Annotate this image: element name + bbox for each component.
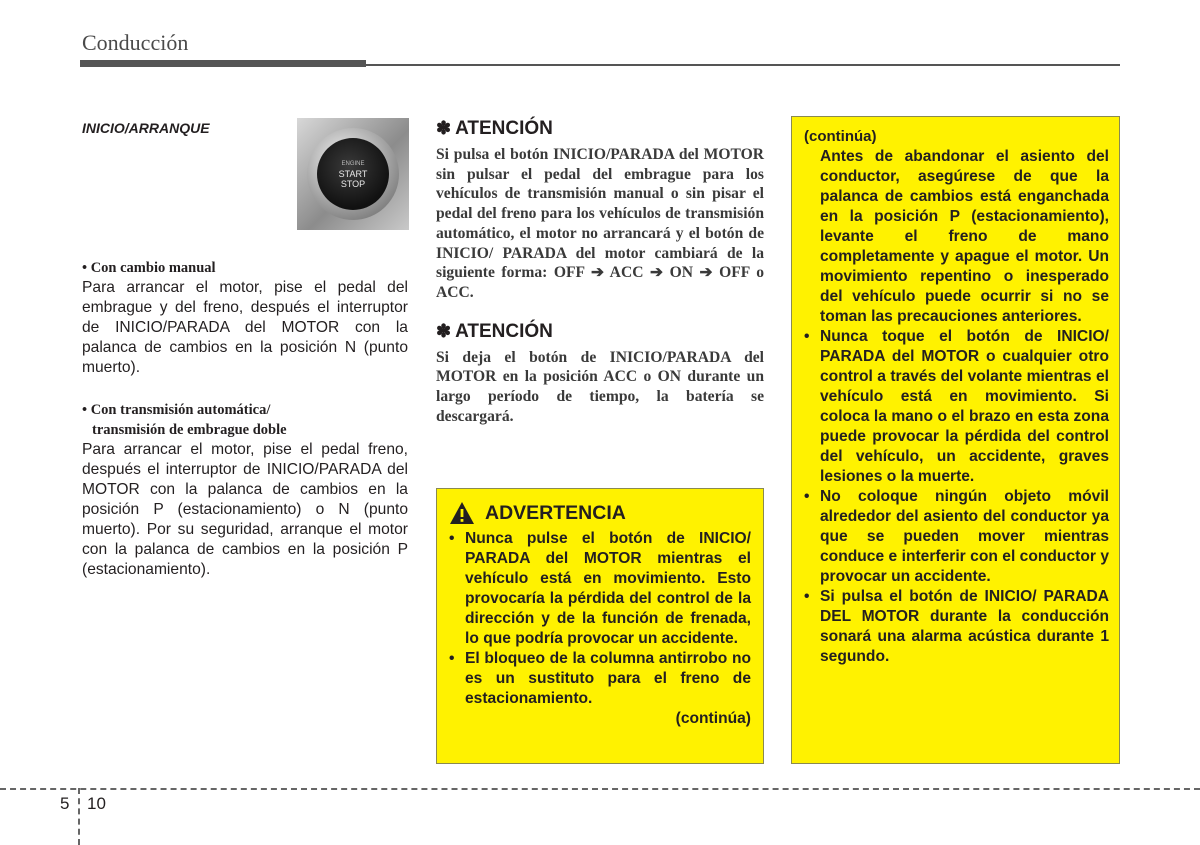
attention-heading-1 — [436, 116, 764, 141]
auto-text: Para arrancar el motor, pise el pedal freno, después el interruptor de INICIO/PARADA del MOTOR con la palanca de cambios en la posición P (estacionamiento) o N (punto muerto). Por su seguridad, arranque el motor con la palanca de cambios en la posición P (estacionamiento). — [82, 441, 408, 578]
photo-label-stop: STOP — [340, 179, 366, 189]
photo-label-engine: ENGINE — [341, 161, 365, 167]
list-item: • No coloque ningún objeto móvil alrededor del asiento del conductor ya que se pueden mover mientras conduce e interferir con el conductor y provocar un accidente. — [804, 488, 1109, 585]
warning-title: ADVERTENCIA — [485, 501, 626, 524]
header-rule-thin — [366, 64, 1120, 66]
continued-note: (continúa) — [675, 710, 751, 727]
page-header-title: Conducción — [82, 30, 189, 55]
page-section-number: 5 — [60, 794, 70, 813]
warning-triangle-icon — [449, 501, 475, 525]
continued-label: (continúa) — [804, 128, 877, 145]
start-stop-button-graphic — [317, 138, 389, 210]
manual-heading: • Con cambio manual — [82, 260, 216, 276]
photo-label-start: START — [338, 169, 368, 179]
attention-heading-2 — [436, 319, 764, 344]
auto-heading-line2: transmisión de embrague doble — [92, 422, 287, 438]
attention-text-1: Si pulsa el botón INICIO/PARADA del MOTOR sin pulsar el pedal del embrague para los vehículos de transmisión manual o sin pisar el pedal del freno para los vehículos de transmisión automático, el motor no arrancará y el botón de INICIO/ PARADA del motor cambiará de la siguiente forma: OFF ➔ ACC ➔ ON ➔ OFF o ACC. — [436, 146, 764, 301]
header-rule-thick — [80, 60, 366, 67]
auto-heading-line1: • Con transmisión automática/ — [82, 402, 271, 418]
warning-box — [436, 488, 764, 764]
continued-warning-box — [791, 116, 1120, 764]
section-title: INICIO/ARRANQUE — [82, 120, 210, 136]
engine-start-button-photo — [297, 118, 409, 230]
continued-intro: Antes de abandonar el asiento del conductor, asegúrese de que la palanca de cambios está enganchada en la posición P (estacionamiento), levante el freno de mano completamente y apague el motor. Un movimiento repentino o inesperado del vehículo puede ocurrir si no se toman las precauciones anteriores. — [820, 148, 1109, 325]
footer-divider — [78, 788, 80, 845]
left-column — [82, 258, 408, 580]
attention-title-2: ATENCIÓN — [455, 320, 553, 342]
middle-column — [436, 116, 764, 426]
warning-list — [449, 529, 751, 709]
page-number: 10 — [87, 794, 106, 813]
list-item: • Si pulsa el botón de INICIO/ PARADA DEL MOTOR durante la conducción sonará una alarma acústica durante 1 segundo. — [804, 588, 1109, 665]
star-icon: ✽ — [436, 118, 452, 138]
manual-text: Para arrancar el motor, pise el pedal del embrague y del freno, después el interruptor de INICIO/PARADA del MOTOR con la palanca de cambios en la posición N (punto muerto). — [82, 279, 408, 376]
star-icon: ✽ — [436, 320, 452, 341]
continued-list — [804, 327, 1109, 667]
footer-rule — [0, 788, 1200, 790]
list-item: • Nunca toque el botón de INICIO/ PARADA del MOTOR o cualquier otro control a través del volante mientras el vehículo está en movimiento. Si coloca la mano o el brazo en esta zona puede provocar la pérdida del control del vehículo, un accidente, graves lesiones o la muerte. — [804, 328, 1109, 485]
warning-heading — [449, 501, 751, 525]
list-item: • El bloqueo de la columna antirrobo no es un sustituto para el freno de estacionamiento. — [449, 650, 751, 707]
attention-text-2: Si deja el botón de INICIO/PARADA del MOTOR en la posición ACC o ON durante un largo período de tiempo, la batería se descargará. — [436, 348, 764, 425]
attention-title-1: ATENCIÓN — [455, 118, 553, 139]
list-item: • Nunca pulse el botón de INICIO/ PARADA del MOTOR mientras el vehículo está en movimiento. Esto provocaría la pérdida del control de la dirección y de la función de frenada, lo que podría provocar un accidente. — [449, 530, 751, 647]
